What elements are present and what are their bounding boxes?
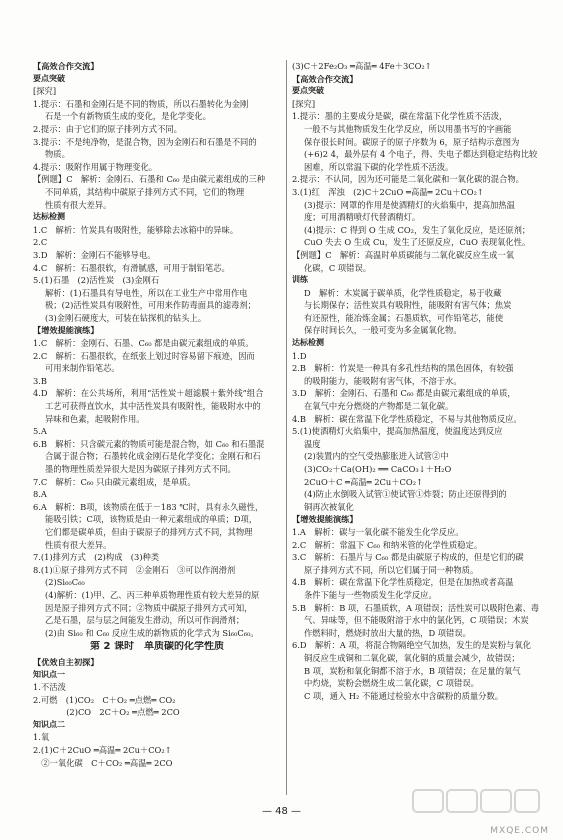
text-line: 达标检测 [292, 338, 324, 348]
text-line: 作燃料时，燃烧时放出大量的热，D 项错误。 [304, 627, 471, 638]
text-line: 温度 [304, 438, 321, 449]
right-column [292, 60, 540, 702]
column-divider [286, 60, 287, 795]
text-line: (2)CO 2C＋O₂ ═点燃═ 2CO [33, 707, 180, 718]
text-line: 性质有很大差异。 [45, 539, 112, 550]
text-line: 它们都是碳单质，但由于碳原子的排列方式不同，其物理 [45, 526, 253, 537]
text-line: D 解析：木炭属于碳单质，化学性质稳定，易于收藏 [304, 287, 502, 298]
text-line: (2)装置内的空气受热膨胀进入试管②中 [304, 451, 449, 462]
text-line: 【增效提能演练】 [292, 514, 358, 525]
text-line: 1.提示：石墨和金刚石是不同的物质，所以石墨转化为金刚 [33, 98, 249, 109]
text-line: 3.(1)红 浑浊 (2)C＋2CuO ═高温═ 2Cu＋CO₂↑ [292, 186, 484, 197]
text-line: 3.D 解析：金刚石不能够导电。 [33, 249, 156, 260]
text-line: 1.提示：墨的主要成分是碳，碳在常温下化学性质不活泼， [292, 111, 508, 122]
text-line: 2.C [33, 237, 48, 248]
text-line: 6.A 解析：B项，该物质在低于－183 ℃时，具有永久磁性， [33, 501, 264, 512]
text-line: 7.(1)排列方式 (2)构成 (3)种类 [33, 552, 160, 563]
text-line: B 项，炭粉和氧化铜都不溶于水，B 项错误；在足量的氧气 [304, 665, 521, 676]
text-line: 7.C 解析：C₆₀ 只由碳元素组成，是单质。 [33, 476, 196, 487]
text-line: 有还原性，能冶炼金属；石墨质软，可作铅笔芯，能使 [304, 312, 504, 323]
text-line: 一般不与其他物质发生化学反应，所以用墨书写的字画能 [304, 123, 512, 134]
text-line: 合属于混合物；石墨转化成金刚石是化学变化；金刚石和石 [45, 451, 261, 462]
text-line: 【高效合作交流】 [292, 73, 358, 84]
text-line: 达标检测 [33, 212, 65, 222]
text-line: 原子排列方式不同，所以它们属于同一种物质。 [304, 564, 479, 575]
text-line: 1.C 解析：竹炭具有吸附性，能够除去冰箱中的异味。 [33, 224, 239, 235]
text-line: 解析：(1)石墨具有导电性，所以在工业生产中常用作电 [45, 287, 248, 298]
text-line: (3)金刚石硬度大，可装在钻探机的钻头上。 [45, 312, 207, 323]
text-line: 5.(1)使酒精灯火焰集中，提高加热温度，使温度达到反应 [292, 426, 503, 437]
text-line: 2.(1)C＋2CuO ═高温═ 2Cu＋CO₂↑ [33, 745, 172, 756]
text-line: 1.不活泼 [33, 682, 66, 693]
text-line: 2.C 解析：常温下 C₆₀ 和纳米管的化学性质稳定。 [292, 539, 483, 550]
text-line: 要点突破 [292, 86, 324, 96]
text-line: 2.提示：由于它们的原子排列方式不同。 [33, 123, 182, 134]
text-line: 铜反应生成铜和二氧化碳，氧化铜的质量会减少，故错误； [304, 652, 520, 663]
text-line: 4.D 解析：在公共场所，利用“活性炭＋超滤膜＋紫外线”组合 [33, 388, 264, 399]
text-line: (3)提示：网罩的作用是使酒精灯的火焰集中，提高加热温 [304, 199, 515, 210]
text-line: 在氧气中充分燃烧的产物都是二氧化碳。 [304, 401, 454, 412]
text-line: 2.C 解析：石墨很软，在纸张上划过时容易留下痕迹，因而 [33, 350, 255, 361]
text-line: 4.B 解析：碳在常温下化学性质稳定，不易与其他物质反应。 [292, 413, 522, 424]
text-line: 能吸引铁；C项，该物质是由一种元素组成的单质；D项， [45, 514, 258, 525]
text-line: 3.C 解析：石墨片与 C₆₀ 都是由碳原子构成的，但是它们的碳 [292, 552, 524, 563]
text-line: 乙是石墨，层与层之间能发生滑动，所以可作润滑剂； [45, 615, 245, 626]
text-line: 4.提示：吸附作用属于物理变化。 [33, 161, 158, 172]
text-line: 不同单质，其结构中碳原子排列方式不同，它们的物理 [45, 186, 245, 197]
text-line: 中灼烧，炭粉会燃烧生成二氧化碳，C 项错误。 [304, 678, 479, 689]
text-line: (3)C＋2Fe₂O₃ ═高温═ 4Fe＋3CO₂↑ [292, 61, 432, 71]
text-line: 性质有很大差异。 [45, 199, 112, 210]
text-line: [探究] [292, 98, 316, 109]
text-line: 训练 [292, 275, 308, 285]
text-line: 4.B 解析：碳在常温下化学性质稳定，但是在加热或者高温 [292, 577, 514, 588]
watermark-logo-icon [411, 788, 541, 826]
text-line: (4)解析：(1)甲、乙、丙三种单质物理性质有较大差异的原 [45, 589, 260, 600]
text-line: (3)CO₂＋Ca(OH)₂ ══ CaCO₃↓＋H₂O [304, 464, 452, 474]
text-line: 3.B [33, 375, 48, 386]
text-line: 第 2 课时 单质碳的化学性质 [90, 641, 224, 653]
page-number: — 48 — [261, 806, 302, 817]
text-line: 3.提示：不是纯净物，是混合物，因为金刚石和石墨是不同的 [33, 136, 257, 147]
text-line: 【例题】C 解析：金刚石、石墨和 C₆₀ 是由碳元素组成的三种 [33, 174, 266, 185]
text-line: 墨的物理性质差异很大是因为碳原子排列方式不同。 [45, 464, 236, 474]
text-line: 2.提示：不认同，因为还可能是二氧化碳和一氧化碳的混合物。 [292, 174, 524, 185]
text-line: C 项，通入 H₂ 不能通过检验水中含碳粉的质量分数。 [304, 690, 504, 701]
text-line: 2.B 解析：竹炭是一种具有多孔性结构的黑色固体，有较强 [292, 363, 514, 374]
text-line: (4)提示：C 得到 O 生成 CO₂，发生了氧化反应，是还原剂； [304, 224, 531, 235]
text-line: 3.D 解析：金刚石、石墨和 C₆₀ 都是由碳元素组成的单质， [292, 388, 516, 399]
text-line: 8.(1)①原子排列方式不同 ②金刚石 ③可以作润滑剂 [33, 564, 236, 575]
text-line: 保存时间长久，一般可变为多金属氧化物。 [304, 325, 462, 336]
text-line: 物质。 [45, 149, 70, 160]
text-line: (2)由 Si₆₀ 和 C₆₀ 反应生成的新物质的化学式为 Si₆₀C₆₀。 [45, 627, 259, 638]
text-line: 2.可燃 (1)CO₂ C＋O₂ ═点燃═ CO₂ [33, 694, 176, 705]
text-line: 2CuO＋C ═高温═ 2Cu＋CO₂↑ [304, 476, 423, 487]
text-line: 的吸附能力，能吸附有害气体，不溶于水。 [304, 375, 462, 386]
text-line: ②一氧化碳 C＋CO₂ ═高温═ 2CO [33, 757, 173, 768]
text-line: 5.(1)石墨 (2)活性炭 (3)金刚石 [33, 275, 160, 286]
left-column [33, 60, 281, 769]
text-line: 异味和色素，起吸附作用。 [45, 413, 145, 424]
text-line: 知识点二 [33, 719, 65, 729]
text-line: 5.B 解析：B 项，石墨质软，A 项错误；活性炭可以吸附色素、毒 [292, 602, 540, 613]
text-line: 1.D [292, 350, 307, 361]
text-line: 【优效自主初探】 [33, 656, 99, 667]
text-line: 1.C 解析：金刚石、石墨、C₆₀ 都是由碳元素组成的单质。 [33, 338, 254, 349]
text-line: 困难，所以常温下碳的化学性质不活泼。 [304, 161, 454, 172]
watermark-text: MXQE.COM [490, 826, 549, 836]
text-line: 工艺可获得直饮水，其中活性炭具有吸附性，能吸附水中的 [45, 401, 261, 412]
text-line: 因是原子排列方式不同；②物质中碳原子排列方式可知， [45, 602, 253, 613]
text-line: 8.A [33, 489, 47, 500]
text-line: 【增效提能演练】 [33, 325, 99, 336]
text-line: 保存很长时间。碳原子的原子序数为 6，原子结构示意图为 [304, 136, 520, 147]
text-line: (+6)2 4，最外层有 4 个电子，得、失电子都达到稳定结构比较 [304, 149, 538, 160]
text-line: 6.B 解析：只含碳元素的物质可能是混合物，如 C₆₀ 和石墨混 [33, 438, 265, 449]
text-line: 5.A [33, 426, 47, 437]
text-line: 气、异味等，但不能吸附溶于水中的氯化钙，C 项错误；木炭 [304, 615, 529, 626]
text-line: 4.C 解析：石墨很软，有滑腻感，可用于制铅笔芯。 [33, 262, 230, 273]
text-line: 要点突破 [33, 73, 65, 83]
text-line: (4)防止水倒吸入试管①使试管①炸裂；防止还原得到的 [304, 489, 507, 500]
text-line: (2)Si₆₀C₆₀ [45, 577, 85, 588]
text-line: 【例题】C 解析：高温时单质碳能与二氧化碳反应生成一氧 [292, 249, 515, 260]
text-line: 极；(2)活性炭具有吸附性，可用来作防毒面具的滤毒剂； [45, 300, 256, 311]
text-line: 【高效合作交流】 [33, 61, 99, 71]
text-line: 1.A 解析：碳与一氧化碳不能发生化学反应。 [292, 526, 464, 537]
text-line: 知识点一 [33, 669, 65, 679]
text-line: 度；可用酒精喷灯代替酒精灯。 [304, 212, 421, 223]
text-line: CuO 失去 O 生成 Cu，发生了还原反应，CuO 表现氧化性。 [304, 237, 531, 248]
text-line: [探究] [33, 86, 57, 97]
text-line: 可用来制作铅笔芯。 [45, 363, 120, 374]
text-line: 铜再次被氧化 [304, 501, 354, 512]
text-line: 与长期保存；活性炭具有吸附性，能吸附有害气体；焦炭 [304, 300, 512, 311]
text-line: 1.氧 [33, 732, 50, 743]
text-line: 化碳，C 项错误。 [304, 262, 372, 273]
text-line: 石是一个有新物质生成的变化，是化学变化。 [45, 111, 211, 122]
text-line: 条件下能与一些物质发生化学反应。 [304, 589, 437, 600]
text-line: 6.D 解析：A 项，将混合物隔绝空气加热，发生的是炭粉与氧化 [292, 640, 531, 651]
